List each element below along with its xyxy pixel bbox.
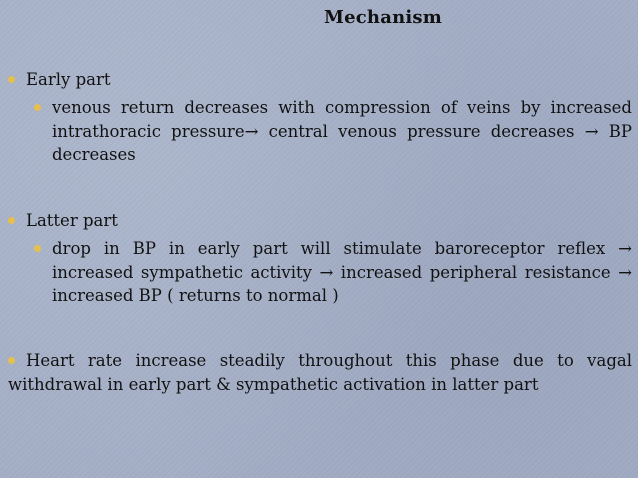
bullet-label: Early part xyxy=(26,70,111,89)
sub-bullet-text: drop in BP in early part will stimulate baroreceptor reflex → increased sympathetic activity → increased peripheral resistance → increased BP ( returns to normal ) xyxy=(52,239,632,305)
sub-bullet-early-part xyxy=(34,96,632,167)
bullet-heart-rate xyxy=(8,349,632,396)
bullet-dot-icon xyxy=(34,104,41,111)
bullet-dot-icon xyxy=(8,76,15,83)
bullet-label: Latter part xyxy=(26,211,118,230)
sub-bullet-latter-part xyxy=(34,237,632,308)
bullet-dot-icon xyxy=(8,357,15,364)
bullet-latter-part xyxy=(8,209,118,232)
bullet-early-part xyxy=(8,68,111,91)
bullet-dot-icon xyxy=(8,217,15,224)
bullet-dot-icon xyxy=(34,245,41,252)
slide-title: Mechanism xyxy=(324,7,442,28)
sub-bullet-text: venous return decreases with compression of veins by increased intrathoracic pressure→ central venous pressure decreases → BP decreases xyxy=(52,98,632,164)
heart-rate-text: Heart rate increase steadily throughout this phase due to vagal withdrawal in early part & sympathetic activation in latter part xyxy=(8,351,632,394)
